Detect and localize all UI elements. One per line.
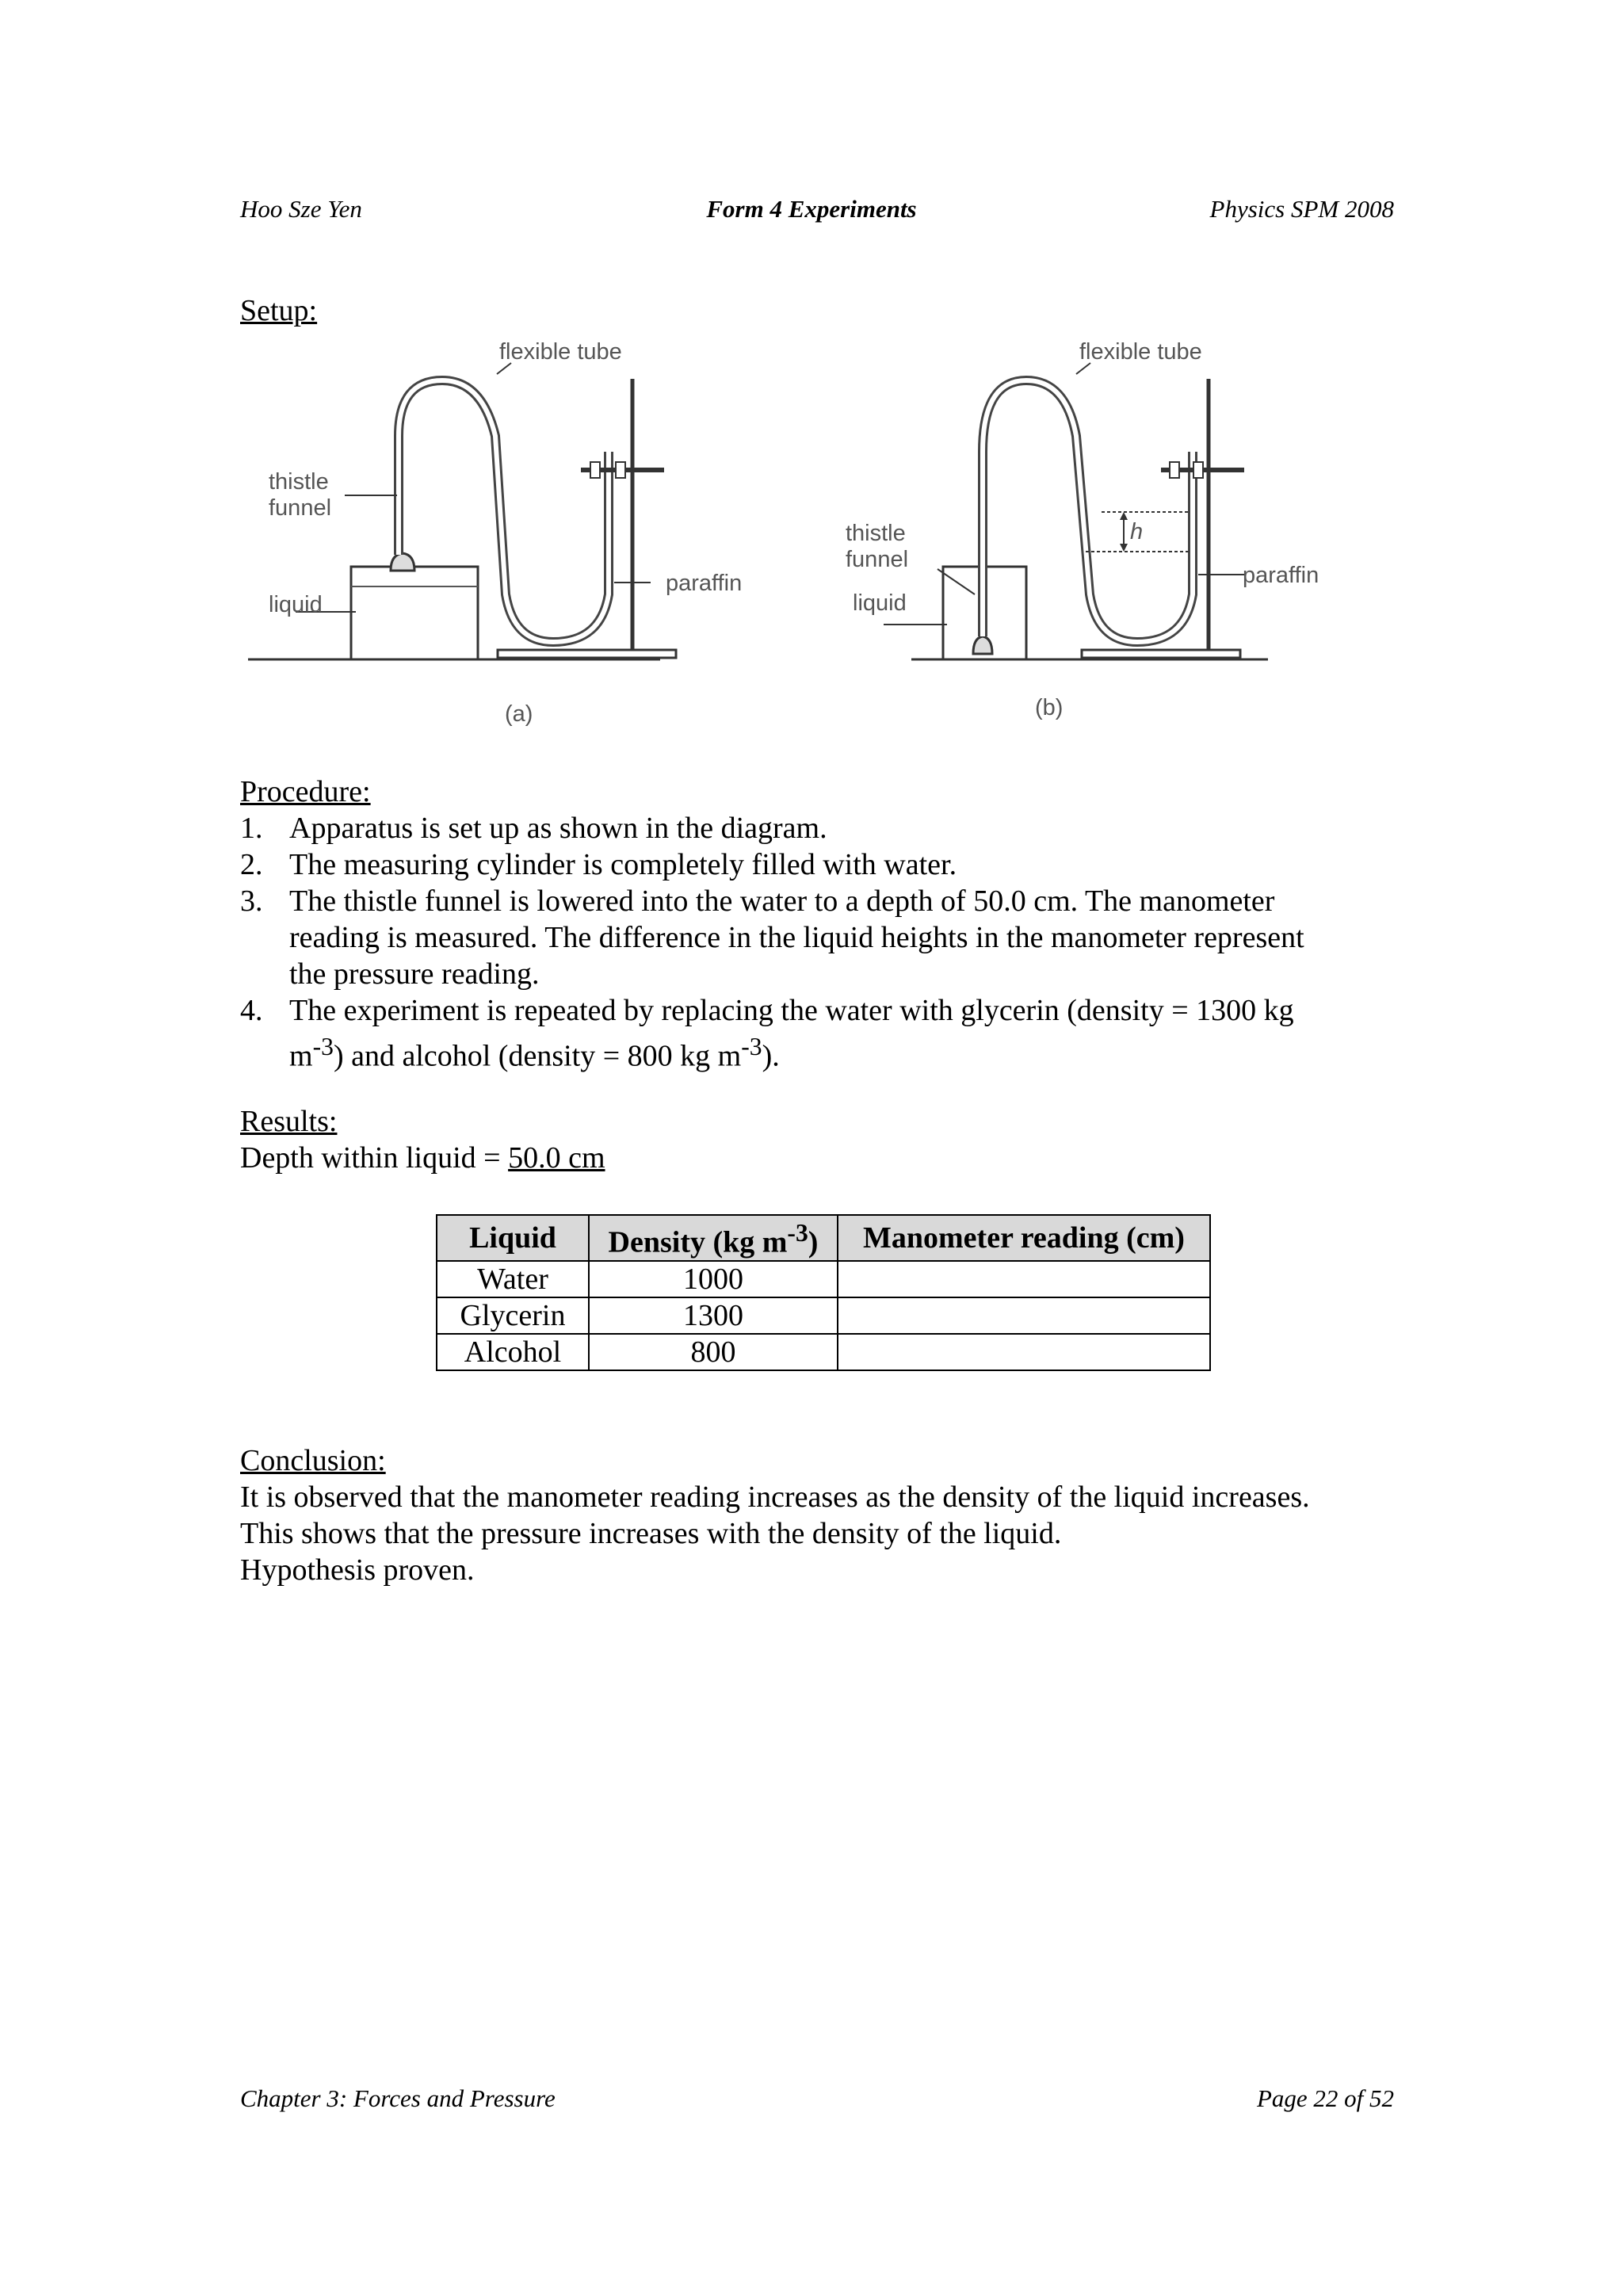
col-header-density-close: ) <box>808 1225 819 1259</box>
conclusion-line: It is observed that the manometer reading increases as the density of the liquid increases. <box>240 1480 1310 1514</box>
cell-liquid: Glycerin <box>437 1297 589 1334</box>
col-header-liquid: Liquid <box>437 1215 589 1261</box>
superscript: -3 <box>312 1033 334 1060</box>
step-text-part: m <box>289 1039 313 1073</box>
superscript: -3 <box>787 1219 808 1247</box>
depth-value: 50.0 cm <box>508 1141 605 1175</box>
table-row <box>437 1334 1210 1370</box>
procedure-step <box>240 992 1304 1075</box>
cell-reading <box>838 1261 1210 1297</box>
label-flexible-tube-b: flexible tube <box>1079 339 1202 365</box>
footer-chapter: Chapter 3: Forces and Pressure <box>240 2084 556 2112</box>
label-paraffin-b: paraffin <box>1243 563 1319 588</box>
label-paraffin-a: paraffin <box>666 571 743 596</box>
step-text: The measuring cylinder is completely filled with water. <box>289 848 957 881</box>
superscript: -3 <box>741 1033 762 1060</box>
label-thistle-a-1: thistle <box>269 469 329 495</box>
label-liquid-a: liquid <box>269 592 323 617</box>
label-thistle-a-2: funnel <box>269 495 332 521</box>
procedure-step <box>240 846 1304 883</box>
conclusion-line: Hypothesis proven. <box>240 1553 475 1587</box>
step-number: 2. <box>240 848 263 881</box>
conclusion-heading: Conclusion: <box>240 1444 386 1477</box>
label-thistle-b-2: funnel <box>846 547 909 572</box>
procedure-section <box>240 774 1304 1075</box>
cell-liquid: Alcohol <box>437 1334 589 1370</box>
label-h-b: h <box>1130 519 1144 544</box>
cell-density: 1300 <box>589 1297 838 1334</box>
cell-liquid: Water <box>437 1261 589 1297</box>
cell-reading <box>838 1334 1210 1370</box>
step-text <box>289 1029 1304 1075</box>
conclusion-line: This shows that the pressure increases with the density of the liquid. <box>240 1517 1062 1550</box>
step-text: The experiment is repeated by replacing the water with glycerin (density = 1300 kg <box>289 994 1294 1027</box>
header-title: Form 4 Experiments <box>706 195 917 223</box>
table-header-row <box>437 1215 1210 1261</box>
step-text-part: ). <box>762 1039 780 1073</box>
cell-density: 800 <box>589 1334 838 1370</box>
label-thistle-b-1: thistle <box>846 521 906 546</box>
col-header-density-text: Density (kg m <box>608 1225 788 1259</box>
label-liquid-b: liquid <box>853 590 907 616</box>
depth-label: Depth within liquid = <box>240 1141 509 1175</box>
procedure-list <box>240 810 1304 1075</box>
procedure-heading: Procedure: <box>240 775 371 808</box>
step-text: Apparatus is set up as shown in the diagram. <box>289 812 827 845</box>
table-row <box>437 1261 1210 1297</box>
cell-density: 1000 <box>589 1261 838 1297</box>
step-number: 3. <box>240 884 263 918</box>
procedure-step <box>240 810 1304 846</box>
label-flexible-tube-a: flexible tube <box>499 339 622 365</box>
footer-page-number: Page 22 of 52 <box>1256 2084 1394 2112</box>
setup-heading: Setup: <box>240 294 318 327</box>
results-heading: Results: <box>240 1105 338 1138</box>
diagram-b <box>824 333 1347 745</box>
step-text: the pressure reading. <box>289 957 540 991</box>
results-section <box>240 1103 605 1176</box>
conclusion-section <box>240 1442 1310 1588</box>
depth-line <box>240 1140 605 1176</box>
cell-reading <box>838 1297 1210 1334</box>
procedure-step <box>240 883 1304 992</box>
step-text-part: ) and alcohol (density = 800 kg m <box>333 1039 742 1073</box>
step-text: reading is measured. The difference in the liquid heights in the manometer represent <box>289 921 1304 954</box>
results-table <box>436 1214 1211 1371</box>
step-text: The thistle funnel is lowered into the water to a depth of 50.0 cm. The manometer <box>289 884 1275 918</box>
col-header-reading: Manometer reading (cm) <box>838 1215 1210 1261</box>
step-number: 1. <box>240 812 263 845</box>
caption-b: (b) <box>1035 695 1064 720</box>
col-header-density <box>589 1215 838 1261</box>
step-number: 4. <box>240 994 263 1027</box>
header-course: Physics SPM 2008 <box>1209 195 1394 223</box>
table-row <box>437 1297 1210 1334</box>
caption-a: (a) <box>505 701 533 727</box>
diagram-a <box>240 333 811 745</box>
header-author: Hoo Sze Yen <box>240 195 362 223</box>
